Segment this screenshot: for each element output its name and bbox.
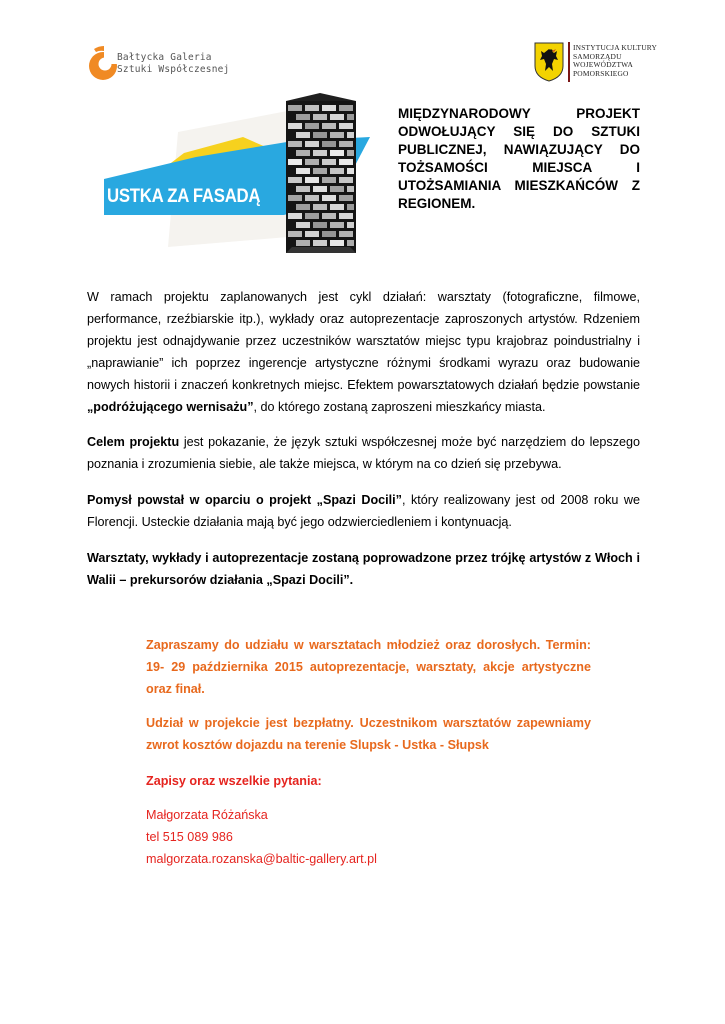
- brick: [313, 150, 327, 156]
- brick: [347, 168, 354, 174]
- origin-text: , który realizowany jest od 2008 roku we Florencji. Usteckie działania mają być jego odzwierciedleniem i kontynuacją.: [87, 493, 640, 529]
- origin-label: Pomysł powstał w oparciu o projekt „Spazi Docili”: [87, 493, 402, 507]
- brick: [339, 123, 353, 129]
- traveling-vernissage-term: „podróżującego wernisażu”: [87, 400, 254, 414]
- brick: [347, 114, 354, 120]
- brick: [330, 222, 344, 228]
- goal-text: jest pokazanie, że język sztuki współczesnej może być narzędziem do lepszego poznania i zrozumienia siebie, ale także miejsca, w którym na co dzień się przebywa.: [87, 435, 640, 471]
- brick: [347, 204, 354, 210]
- brick: [288, 105, 302, 111]
- institution-line-1: INSTYTUCJA KULTURY: [573, 43, 658, 52]
- brick: [288, 159, 302, 165]
- banner-title: USTKA ZA FASADĄ: [107, 185, 261, 207]
- brick: [339, 231, 353, 237]
- brick: [330, 168, 344, 174]
- gallery-logo-icon: [88, 42, 120, 82]
- intro-paragraph: [87, 286, 640, 418]
- brick: [288, 231, 302, 237]
- brick: [305, 105, 319, 111]
- invitation-text: Zapraszamy do udziału w warsztatach młodzież oraz dorosłych. Termin: 19- 29 października 2015 autoprezentacje, warsztaty, akcje artystyczne oraz finał.: [146, 638, 591, 696]
- origin-paragraph: [87, 489, 640, 533]
- gallery-logo-line1: Bałtycka Galeria: [117, 52, 212, 63]
- brick: [322, 231, 336, 237]
- brick: [322, 177, 336, 183]
- brick: [330, 150, 344, 156]
- brick: [339, 105, 353, 111]
- banner-graphic: [88, 87, 384, 255]
- gallery-logo: [88, 42, 248, 82]
- brick: [305, 195, 319, 201]
- brick: [339, 159, 353, 165]
- brick: [347, 132, 354, 138]
- brick: [347, 186, 354, 192]
- institution-logo: [534, 42, 658, 84]
- brick: [288, 141, 302, 147]
- brick: [288, 177, 302, 183]
- brick: [305, 213, 319, 219]
- brick: [296, 114, 310, 120]
- brick: [288, 123, 302, 129]
- artists-paragraph: [87, 547, 640, 591]
- intro-text-a: W ramach projektu zaplanowanych jest cykl działań: warsztaty (fotograficzne, filmowe, performance, rzeźbiarskie itp.), wykłady oraz autoprezentacje zaproszonych artystów. Rdzeniem projektu jest odnajdywanie przez uczestników warsztatów miejsc typu krajobraz poindustrialny i „naprawianie” ich poprzez ingerencje artystyczne różnymi środkami wyrazu oraz budowanie nowych historii i znaczeń konkretnych miejsc. Efektem powarsztatowych działań będzie powstanie: [87, 290, 640, 392]
- free-participation-text: Udział w projekcie jest bezpłatny. Uczestnikom warsztatów zapewniamy zwrot kosztów dojazdu na terenie Slupsk - Ustka - Słupsk: [146, 716, 591, 752]
- brick: [322, 141, 336, 147]
- contact-name: Małgorzata Różańska: [146, 808, 268, 822]
- brick: [347, 150, 354, 156]
- brick: [313, 114, 327, 120]
- brick: [322, 105, 336, 111]
- brick: [330, 132, 344, 138]
- brick: [296, 150, 310, 156]
- brick: [296, 240, 310, 246]
- brick: [305, 123, 319, 129]
- artists-text: Warsztaty, wykłady i autoprezentacje zostaną poprowadzone przez trójkę artystów z Włoch i Walii – prekursorów działania „Spazi Docili”.: [87, 551, 640, 587]
- intro-text-b: , do którego zostaną zaproszeni mieszkańcy miasta.: [253, 400, 546, 414]
- brick: [305, 159, 319, 165]
- brick: [296, 204, 310, 210]
- invitation-section: [146, 634, 591, 870]
- brick: [322, 195, 336, 201]
- brick: [296, 222, 310, 228]
- brick: [313, 222, 327, 228]
- brick: [296, 186, 310, 192]
- brick: [330, 186, 344, 192]
- brick: [339, 213, 353, 219]
- brick: [313, 204, 327, 210]
- project-heading: MIĘDZYNARODOWY PROJEKT ODWOŁUJĄCY SIĘ DO SZTUKI PUBLICZNEJ, NAWIĄZUJĄCY DO TOŻSAMOŚCI MIEJSCA I UTOŻSAMIANIA MIESZKAŃCÓW Z REGIONEM.: [398, 106, 640, 211]
- contact-phone: tel 515 089 986: [146, 830, 233, 844]
- brick: [288, 195, 302, 201]
- gallery-logo-line2: Sztuki Współczesnej: [117, 64, 230, 75]
- goal-paragraph: [87, 431, 640, 475]
- brick: [313, 132, 327, 138]
- contact-email-link[interactable]: malgorzata.rozanska@baltic-gallery.art.pl: [146, 852, 377, 866]
- brick: [347, 222, 354, 228]
- brick: [296, 132, 310, 138]
- brick: [305, 231, 319, 237]
- brick: [322, 213, 336, 219]
- brick: [330, 240, 344, 246]
- brick: [330, 204, 344, 210]
- institution-line-3: WOJEWÓDZTWA: [573, 60, 634, 70]
- brick: [322, 123, 336, 129]
- brick: [339, 195, 353, 201]
- brick: [296, 168, 310, 174]
- brick: [322, 159, 336, 165]
- brick: [339, 141, 353, 147]
- brick: [288, 213, 302, 219]
- pomorskie-coat-of-arms-icon: [534, 42, 564, 82]
- goal-label: Celem projektu: [87, 435, 180, 449]
- brick: [305, 177, 319, 183]
- brick: [313, 240, 327, 246]
- brick: [347, 240, 354, 246]
- brick: [339, 177, 353, 183]
- brick: [305, 141, 319, 147]
- main-content: [87, 286, 640, 591]
- institution-line-2: SAMORZĄDU: [573, 51, 622, 61]
- signup-heading: Zapisy oraz wszelkie pytania:: [146, 774, 322, 788]
- brick: [330, 114, 344, 120]
- project-banner-image: [88, 87, 384, 255]
- brick: [313, 186, 327, 192]
- institution-line-4: POMORSKIEGO: [573, 68, 629, 78]
- brick: [313, 168, 327, 174]
